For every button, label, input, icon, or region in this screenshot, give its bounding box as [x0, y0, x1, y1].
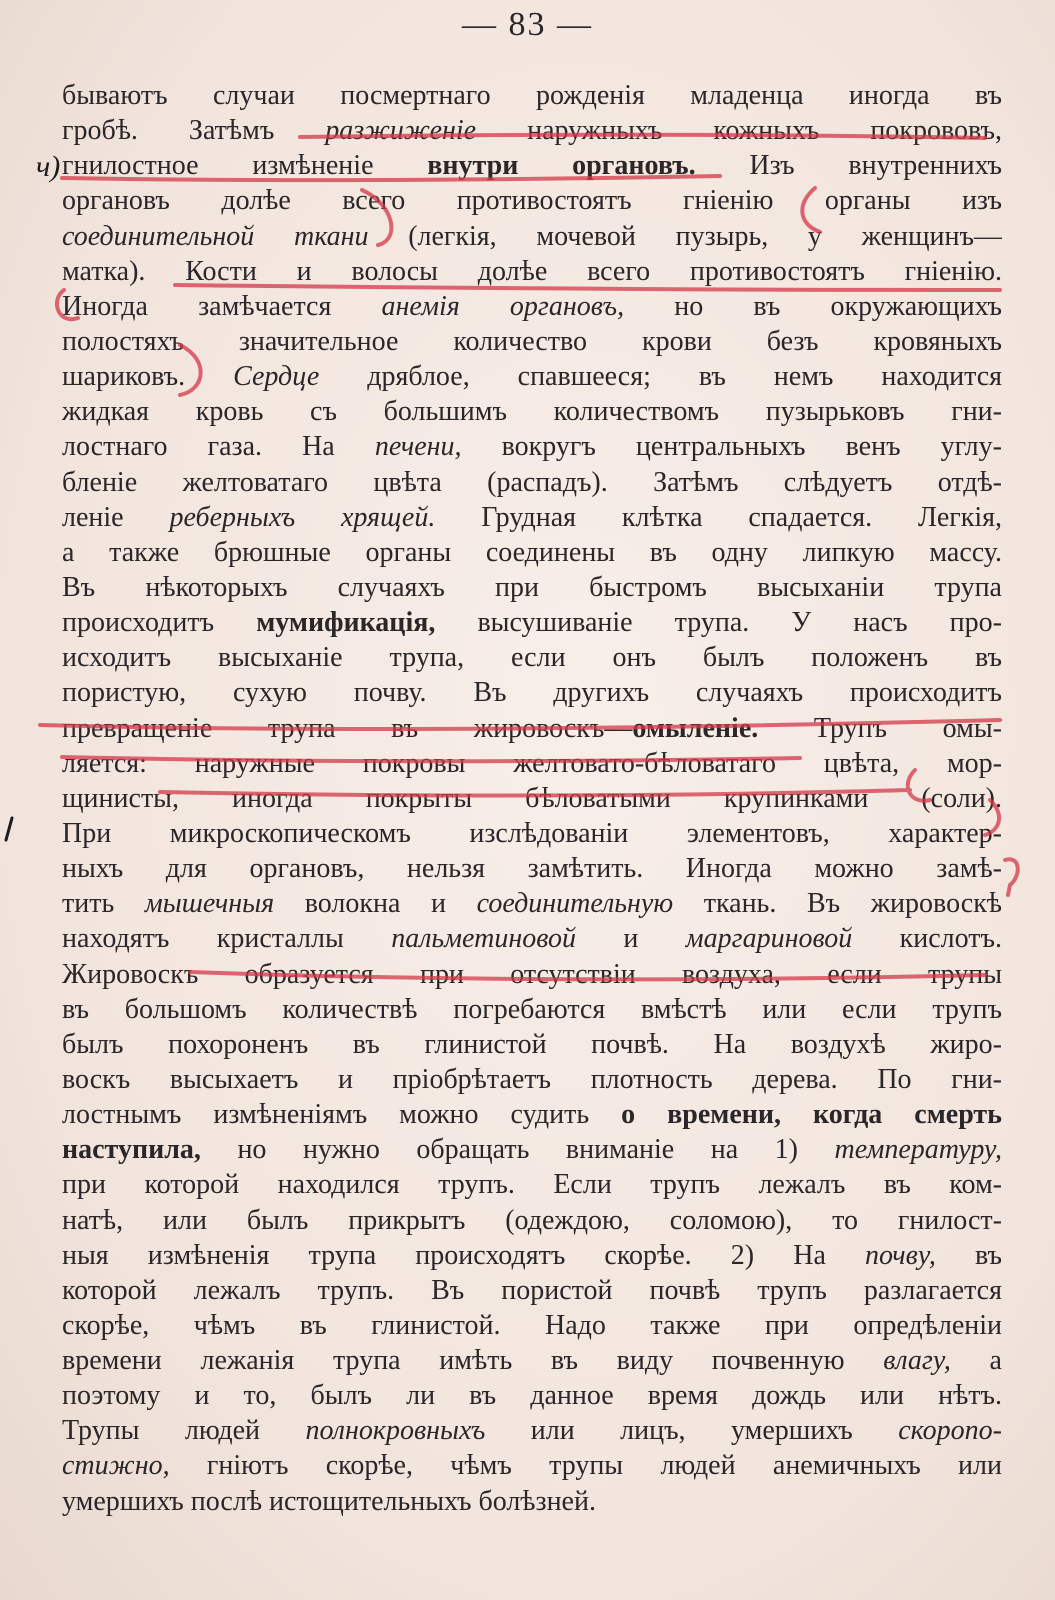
text-segment: жидкая кровь съ большимъ количествомъ пузырьковъ гни- — [62, 396, 1002, 428]
text-line — [62, 1273, 1002, 1308]
italic-term: соединительную — [476, 888, 674, 920]
page-number: — 83 — — [462, 6, 593, 43]
text-line — [62, 851, 1002, 886]
italic-term: маргариновой — [685, 923, 853, 955]
text-line — [62, 711, 1002, 746]
text-line — [62, 1097, 1002, 1132]
italic-term: мышечныя — [144, 888, 275, 920]
text-line — [62, 429, 1002, 464]
text-segment: кислотъ. — [852, 923, 1002, 955]
text-segment: ляется: наружные покровы желтовато-бѣловатаго цвѣта, мор- — [62, 747, 1002, 779]
text-segment: вокругъ центральныхъ венъ углу- — [461, 431, 1002, 463]
text-line — [62, 1448, 1002, 1483]
text-line — [62, 1167, 1002, 1202]
text-segment: пористую, сухую почву. Въ другихъ случаяхъ происходитъ — [62, 677, 1002, 709]
text-segment: которой лежалъ трупъ. Въ пористой почвѣ трупъ разлагается — [62, 1274, 1002, 1306]
text-segment: Изъ внутреннихъ — [695, 150, 1002, 182]
text-segment: происходитъ — [62, 607, 257, 639]
bold-term: наступила, — [62, 1134, 201, 1166]
italic-term: пальметиновой — [391, 923, 576, 955]
text-segment: шариковъ. — [62, 361, 234, 393]
text-line — [62, 1132, 1002, 1167]
text-line — [62, 465, 1002, 500]
text-line — [62, 746, 1002, 781]
text-segment: превращеніе трупа въ жировоскъ— — [62, 712, 633, 744]
text-line — [62, 254, 1002, 289]
italic-term: влагу, — [883, 1345, 951, 1377]
text-segment: Трупы людей — [62, 1415, 306, 1447]
text-line — [62, 500, 1002, 535]
text-segment: дряблое, спавшееся; въ немъ находится — [319, 361, 1002, 393]
text-segment: бленіе желтоватаго цвѣта (распадъ). Затѣмъ слѣдуетъ отдѣ- — [62, 466, 1002, 498]
text-segment: щинисты, иногда покрыты бѣловатыми крупинками (соли). — [62, 782, 1002, 814]
text-line — [62, 289, 1002, 324]
italic-term: разжиженіе — [325, 115, 477, 147]
text-segment: гніютъ скорѣе, чѣмъ трупы людей анемичныхъ или — [169, 1450, 1002, 1482]
text-segment: наружныхъ кожныхъ покрововъ, — [476, 115, 1002, 147]
text-segment: Иногда замѣчается — [62, 290, 382, 322]
bold-term: мумификація, — [256, 607, 436, 639]
text-line — [62, 675, 1002, 710]
text-line — [62, 992, 1002, 1027]
italic-term: печени, — [374, 431, 462, 463]
text-segment: воскъ высыхаетъ и пріобрѣтаетъ плотность дерева. По гни- — [62, 1063, 1002, 1095]
text-segment: полостяхъ значительное количество крови безъ кровяныхъ — [62, 325, 1002, 357]
text-line — [62, 1027, 1002, 1062]
italic-term: анемія органовъ, — [381, 290, 625, 322]
text-line — [62, 921, 1002, 956]
text-segment: Грудная клѣтка спадается. Легкія, — [435, 501, 1002, 533]
text-line — [62, 886, 1002, 921]
italic-term: температуру, — [834, 1134, 1002, 1166]
text-line — [62, 148, 1002, 183]
text-segment: Въ нѣкоторыхъ случаяхъ при быстромъ высыханіи трупа — [62, 571, 1002, 603]
text-line — [62, 781, 1002, 816]
text-segment: скорѣе, чѣмъ въ глинистой. Надо также при опредѣленіи — [62, 1309, 1002, 1341]
text-line — [62, 359, 1002, 394]
text-line — [62, 1343, 1002, 1378]
text-line — [62, 605, 1002, 640]
page-body-text — [62, 78, 1002, 1519]
bold-term: омыленіе. — [632, 712, 759, 744]
text-segment: или лицъ, умершихъ — [485, 1415, 899, 1447]
text-line — [62, 1378, 1002, 1413]
text-segment: но въ окружающихъ — [624, 290, 1002, 322]
text-segment: лостнымъ измѣненіямъ можно судить — [62, 1099, 622, 1131]
italic-term: соединительной ткани — [62, 220, 369, 252]
text-segment: лостнаго газа. На — [62, 431, 375, 463]
text-line — [62, 1308, 1002, 1343]
text-line — [62, 394, 1002, 429]
text-segment: въ большомъ количествѣ погребаются вмѣстѣ или если трупъ — [62, 993, 1002, 1025]
text-line — [62, 1238, 1002, 1273]
margin-note: ч) — [36, 150, 61, 183]
bold-term: о времени, когда смерть — [621, 1099, 1002, 1131]
text-segment: а также брюшные органы соединены въ одну липкую массу. — [62, 536, 1002, 568]
text-line — [62, 535, 1002, 570]
italic-term: полнокровныхъ — [305, 1415, 486, 1447]
text-line — [62, 183, 1002, 218]
text-segment: но нужно обращать вниманіе на 1) — [200, 1134, 835, 1166]
text-line — [62, 640, 1002, 675]
text-segment: поэтому и то, былъ ли въ данное время дождь или нѣтъ. — [62, 1380, 1002, 1412]
italic-term: реберныхъ хрящей. — [169, 501, 436, 533]
italic-term: стижно, — [62, 1450, 170, 1482]
text-segment: тить — [62, 888, 145, 920]
text-line — [62, 1062, 1002, 1097]
text-segment: а — [950, 1345, 1002, 1377]
text-line — [62, 219, 1002, 254]
text-line — [62, 113, 1002, 148]
text-segment: матка). Кости и волосы долѣе всего противостоятъ гніенію. — [62, 255, 1002, 287]
text-segment: былъ похороненъ въ глинистой почвѣ. На воздухѣ жиро- — [62, 1028, 1002, 1060]
text-segment: леніе — [62, 501, 170, 533]
text-segment: натѣ, или былъ прикрытъ (одеждою, соломою), то гнилост- — [62, 1204, 1002, 1236]
text-segment: волокна и — [274, 888, 477, 920]
text-segment: времени лежанія трупа имѣть въ виду почвенную — [62, 1345, 884, 1377]
text-segment: бываютъ случаи посмертнаго рожденія младенца иногда въ — [62, 80, 1002, 111]
text-segment: (легкія, мочевой пузырь, у женщинъ— — [368, 220, 1002, 252]
text-segment: гробѣ. Затѣмъ — [62, 115, 326, 147]
italic-term: почву, — [865, 1239, 936, 1271]
text-line — [62, 957, 1002, 992]
text-segment: и — [576, 923, 686, 955]
italic-term: скоропо- — [898, 1415, 1002, 1447]
text-line — [62, 1484, 1002, 1519]
text-segment: исходитъ высыханіе трупа, если онъ былъ положенъ въ — [62, 642, 1002, 674]
text-line — [62, 1203, 1002, 1238]
bold-term: внутри органовъ. — [427, 150, 696, 182]
italic-term: Сердце — [233, 361, 320, 393]
text-segment: При микроскопическомъ изслѣдованіи элементовъ, характер- — [62, 817, 1002, 849]
text-line — [62, 570, 1002, 605]
text-segment: ткань. Въ жировоскѣ — [673, 888, 1002, 920]
text-segment: ныхъ для органовъ, нельзя замѣтить. Иногда можно замѣ- — [62, 853, 1002, 885]
text-line — [62, 78, 1002, 113]
text-line — [62, 1413, 1002, 1448]
text-segment: при которой находился трупъ. Если трупъ лежалъ въ ком- — [62, 1169, 1002, 1201]
text-segment: Жировоскъ образуется при отсутствіи воздуха, если трупы — [62, 958, 1002, 990]
text-segment: Трупъ омы- — [758, 712, 1002, 744]
text-segment: умершихъ послѣ истощительныхъ болѣзней. — [62, 1485, 596, 1517]
text-line — [62, 816, 1002, 851]
text-segment: высушиваніе трупа. У насъ про- — [435, 607, 1002, 639]
text-segment: органовъ долѣе всего противостоятъ гніенію органы изъ — [62, 185, 1002, 217]
text-segment: ныя измѣненія трупа происходятъ скорѣе. 2) На — [62, 1239, 866, 1271]
text-segment: находятъ кристаллы — [62, 923, 392, 955]
text-segment: въ — [935, 1239, 1002, 1271]
text-segment: гнилостное измѣненіе — [62, 150, 428, 182]
text-line — [62, 324, 1002, 359]
